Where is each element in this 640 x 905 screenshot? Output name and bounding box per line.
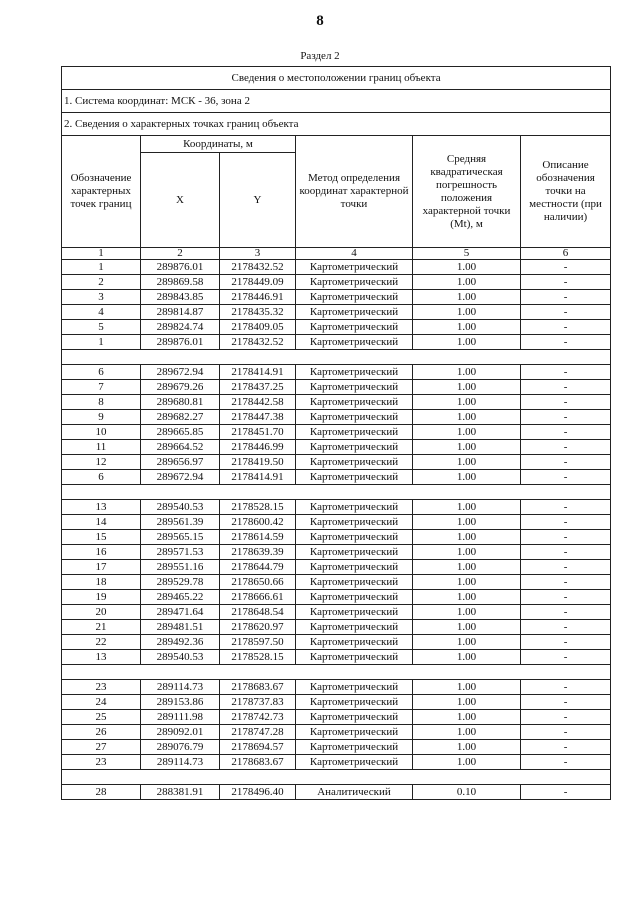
x-cell: 289664.52	[141, 440, 220, 455]
point-number-cell: 17	[62, 560, 141, 575]
accuracy-cell: 1.00	[413, 545, 521, 560]
description-cell: -	[521, 575, 611, 590]
point-number-cell: 12	[62, 455, 141, 470]
accuracy-cell: 1.00	[413, 590, 521, 605]
description-cell: -	[521, 545, 611, 560]
x-cell: 289565.15	[141, 530, 220, 545]
table-row	[62, 500, 611, 515]
table-row	[62, 290, 611, 305]
header-accuracy: Средняя квадратическая погрешность положения характерной точки (Mt), м	[413, 136, 521, 248]
y-cell: 2178437.25	[220, 380, 296, 395]
accuracy-cell: 1.00	[413, 260, 521, 275]
table-row	[62, 545, 611, 560]
accuracy-cell: 1.00	[413, 500, 521, 515]
x-cell: 289092.01	[141, 725, 220, 740]
accuracy-cell: 1.00	[413, 395, 521, 410]
accuracy-cell: 1.00	[413, 455, 521, 470]
point-number-cell: 23	[62, 680, 141, 695]
accuracy-cell: 1.00	[413, 365, 521, 380]
accuracy-cell: 1.00	[413, 725, 521, 740]
accuracy-cell: 1.00	[413, 635, 521, 650]
table-row	[62, 410, 611, 425]
method-cell: Картометрический	[296, 515, 413, 530]
accuracy-cell: 1.00	[413, 290, 521, 305]
x-cell: 289571.53	[141, 545, 220, 560]
method-cell: Картометрический	[296, 305, 413, 320]
description-cell: -	[521, 440, 611, 455]
accuracy-cell: 1.00	[413, 755, 521, 770]
table-row	[62, 530, 611, 545]
accuracy-cell: 1.00	[413, 335, 521, 350]
y-cell: 2178683.67	[220, 680, 296, 695]
y-cell: 2178419.50	[220, 455, 296, 470]
description-cell: -	[521, 650, 611, 665]
x-cell: 289076.79	[141, 740, 220, 755]
method-cell: Картометрический	[296, 455, 413, 470]
point-number-cell: 9	[62, 410, 141, 425]
table-row	[62, 380, 611, 395]
point-number-cell: 6	[62, 365, 141, 380]
header-y: Y	[220, 153, 296, 248]
point-number-cell: 24	[62, 695, 141, 710]
table-row	[62, 560, 611, 575]
y-cell: 2178432.52	[220, 335, 296, 350]
method-cell: Картометрический	[296, 680, 413, 695]
point-number-cell: 6	[62, 470, 141, 485]
group-separator-row	[62, 350, 611, 365]
point-number-cell: 18	[62, 575, 141, 590]
description-cell: -	[521, 530, 611, 545]
description-cell: -	[521, 410, 611, 425]
y-cell: 2178639.39	[220, 545, 296, 560]
table-row	[62, 725, 611, 740]
group-separator-row	[62, 665, 611, 680]
x-cell: 289869.58	[141, 275, 220, 290]
method-cell: Картометрический	[296, 365, 413, 380]
x-cell: 289665.85	[141, 425, 220, 440]
separator-cell	[62, 665, 611, 680]
description-cell: -	[521, 320, 611, 335]
table-row	[62, 635, 611, 650]
method-cell: Картометрический	[296, 530, 413, 545]
y-cell: 2178742.73	[220, 710, 296, 725]
y-cell: 2178414.91	[220, 470, 296, 485]
description-cell: -	[521, 305, 611, 320]
point-number-cell: 3	[62, 290, 141, 305]
x-cell: 289876.01	[141, 260, 220, 275]
separator-cell	[62, 350, 611, 365]
header-x: X	[141, 153, 220, 248]
point-number-cell: 4	[62, 305, 141, 320]
column-number: 3	[220, 248, 296, 260]
y-cell: 2178648.54	[220, 605, 296, 620]
table-row	[62, 320, 611, 335]
header-point-designation: Обозначение характерных точек границ	[62, 136, 141, 248]
table-row	[62, 695, 611, 710]
x-cell: 289529.78	[141, 575, 220, 590]
method-cell: Картометрический	[296, 620, 413, 635]
table-row	[62, 710, 611, 725]
column-number: 1	[62, 248, 141, 260]
table-row	[62, 365, 611, 380]
method-cell: Картометрический	[296, 740, 413, 755]
point-number-cell: 1	[62, 260, 141, 275]
description-cell: -	[521, 365, 611, 380]
table-row	[62, 260, 611, 275]
point-number-cell: 23	[62, 755, 141, 770]
accuracy-cell: 1.00	[413, 515, 521, 530]
y-cell: 2178747.28	[220, 725, 296, 740]
x-cell: 289111.98	[141, 710, 220, 725]
accuracy-cell: 1.00	[413, 650, 521, 665]
table-row	[62, 305, 611, 320]
method-cell: Картометрический	[296, 320, 413, 335]
accuracy-cell: 1.00	[413, 320, 521, 335]
point-number-cell: 15	[62, 530, 141, 545]
header-coordinates: Координаты, м	[141, 136, 296, 153]
accuracy-cell: 1.00	[413, 740, 521, 755]
x-cell: 289680.81	[141, 395, 220, 410]
y-cell: 2178446.91	[220, 290, 296, 305]
point-number-cell: 10	[62, 425, 141, 440]
method-cell: Картометрический	[296, 260, 413, 275]
x-cell: 289114.73	[141, 755, 220, 770]
description-cell: -	[521, 470, 611, 485]
x-cell: 289656.97	[141, 455, 220, 470]
method-cell: Картометрический	[296, 710, 413, 725]
method-cell: Аналитический	[296, 785, 413, 800]
y-cell: 2178435.32	[220, 305, 296, 320]
x-cell: 289481.51	[141, 620, 220, 635]
point-number-cell: 8	[62, 395, 141, 410]
description-cell: -	[521, 725, 611, 740]
description-cell: -	[521, 290, 611, 305]
description-cell: -	[521, 620, 611, 635]
description-cell: -	[521, 425, 611, 440]
accuracy-cell: 1.00	[413, 410, 521, 425]
y-cell: 2178442.58	[220, 395, 296, 410]
x-cell: 289540.53	[141, 500, 220, 515]
x-cell: 289679.26	[141, 380, 220, 395]
y-cell: 2178432.52	[220, 260, 296, 275]
y-cell: 2178614.59	[220, 530, 296, 545]
description-cell: -	[521, 380, 611, 395]
y-cell: 2178449.09	[220, 275, 296, 290]
point-number-cell: 21	[62, 620, 141, 635]
column-number: 4	[296, 248, 413, 260]
accuracy-cell: 1.00	[413, 710, 521, 725]
table-row	[62, 785, 611, 800]
point-number-cell: 26	[62, 725, 141, 740]
description-cell: -	[521, 260, 611, 275]
coord-system-row: 1. Система координат: МСК - 36, зона 2	[62, 90, 611, 113]
y-cell: 2178447.38	[220, 410, 296, 425]
column-numbers-row	[62, 248, 611, 260]
accuracy-cell: 1.00	[413, 680, 521, 695]
accuracy-cell: 1.00	[413, 560, 521, 575]
method-cell: Картометрический	[296, 410, 413, 425]
point-number-cell: 13	[62, 500, 141, 515]
method-cell: Картометрический	[296, 275, 413, 290]
table-row	[62, 740, 611, 755]
method-cell: Картометрический	[296, 695, 413, 710]
point-number-cell: 16	[62, 545, 141, 560]
table-title: Сведения о местоположении границ объекта	[62, 67, 611, 90]
x-cell: 289471.64	[141, 605, 220, 620]
table-row	[62, 680, 611, 695]
description-cell: -	[521, 755, 611, 770]
accuracy-cell: 1.00	[413, 605, 521, 620]
accuracy-cell: 1.00	[413, 620, 521, 635]
y-cell: 2178414.91	[220, 365, 296, 380]
x-cell: 289540.53	[141, 650, 220, 665]
description-cell: -	[521, 680, 611, 695]
point-number-cell: 28	[62, 785, 141, 800]
table-row	[62, 425, 611, 440]
table-row	[62, 620, 611, 635]
x-cell: 289672.94	[141, 470, 220, 485]
y-cell: 2178409.05	[220, 320, 296, 335]
description-cell: -	[521, 335, 611, 350]
separator-cell	[62, 485, 611, 500]
accuracy-cell: 1.00	[413, 695, 521, 710]
description-cell: -	[521, 605, 611, 620]
x-cell: 289876.01	[141, 335, 220, 350]
x-cell: 289682.27	[141, 410, 220, 425]
x-cell: 288381.91	[141, 785, 220, 800]
point-number-cell: 20	[62, 605, 141, 620]
x-cell: 289114.73	[141, 680, 220, 695]
page-number: 8	[316, 13, 324, 29]
table-row	[62, 440, 611, 455]
accuracy-cell: 1.00	[413, 575, 521, 590]
point-number-cell: 1	[62, 335, 141, 350]
table-row	[62, 275, 611, 290]
column-number: 5	[413, 248, 521, 260]
description-cell: -	[521, 590, 611, 605]
table-row	[62, 575, 611, 590]
method-cell: Картометрический	[296, 335, 413, 350]
point-number-cell: 19	[62, 590, 141, 605]
table-row	[62, 590, 611, 605]
y-cell: 2178683.67	[220, 755, 296, 770]
section-label: Раздел 2	[300, 50, 340, 62]
x-cell: 289824.74	[141, 320, 220, 335]
method-cell: Картометрический	[296, 605, 413, 620]
point-number-cell: 7	[62, 380, 141, 395]
accuracy-cell: 1.00	[413, 275, 521, 290]
method-cell: Картометрический	[296, 395, 413, 410]
point-number-cell: 25	[62, 710, 141, 725]
point-number-cell: 2	[62, 275, 141, 290]
y-cell: 2178620.97	[220, 620, 296, 635]
y-cell: 2178451.70	[220, 425, 296, 440]
separator-cell	[62, 770, 611, 785]
table-body	[62, 67, 611, 800]
method-cell: Картометрический	[296, 650, 413, 665]
accuracy-cell: 1.00	[413, 305, 521, 320]
column-number: 6	[521, 248, 611, 260]
x-cell: 289561.39	[141, 515, 220, 530]
y-cell: 2178694.57	[220, 740, 296, 755]
method-cell: Картометрический	[296, 755, 413, 770]
table-row	[62, 605, 611, 620]
x-cell: 289672.94	[141, 365, 220, 380]
table-row	[62, 470, 611, 485]
table-row	[62, 650, 611, 665]
method-cell: Картометрический	[296, 725, 413, 740]
x-cell: 289153.86	[141, 695, 220, 710]
point-number-cell: 27	[62, 740, 141, 755]
table-row	[62, 395, 611, 410]
accuracy-cell: 1.00	[413, 440, 521, 455]
point-number-cell: 22	[62, 635, 141, 650]
method-cell: Картометрический	[296, 500, 413, 515]
y-cell: 2178644.79	[220, 560, 296, 575]
point-number-cell: 14	[62, 515, 141, 530]
method-cell: Картометрический	[296, 560, 413, 575]
y-cell: 2178666.61	[220, 590, 296, 605]
x-cell: 289551.16	[141, 560, 220, 575]
method-cell: Картометрический	[296, 290, 413, 305]
description-cell: -	[521, 710, 611, 725]
description-cell: -	[521, 695, 611, 710]
points-heading-row: 2. Сведения о характерных точках границ объекта	[62, 113, 611, 136]
x-cell: 289492.36	[141, 635, 220, 650]
y-cell: 2178528.15	[220, 650, 296, 665]
x-cell: 289843.85	[141, 290, 220, 305]
method-cell: Картометрический	[296, 590, 413, 605]
group-separator-row	[62, 770, 611, 785]
description-cell: -	[521, 395, 611, 410]
description-cell: -	[521, 455, 611, 470]
y-cell: 2178737.83	[220, 695, 296, 710]
y-cell: 2178600.42	[220, 515, 296, 530]
x-cell: 289814.87	[141, 305, 220, 320]
y-cell: 2178650.66	[220, 575, 296, 590]
group-separator-row	[62, 485, 611, 500]
x-cell: 289465.22	[141, 590, 220, 605]
description-cell: -	[521, 500, 611, 515]
method-cell: Картометрический	[296, 545, 413, 560]
table-row	[62, 335, 611, 350]
point-number-cell: 5	[62, 320, 141, 335]
description-cell: -	[521, 560, 611, 575]
point-number-cell: 13	[62, 650, 141, 665]
method-cell: Картометрический	[296, 470, 413, 485]
table-row	[62, 455, 611, 470]
table-row	[62, 755, 611, 770]
accuracy-cell: 0.10	[413, 785, 521, 800]
description-cell: -	[521, 275, 611, 290]
description-cell: -	[521, 785, 611, 800]
method-cell: Картометрический	[296, 575, 413, 590]
method-cell: Картометрический	[296, 635, 413, 650]
point-number-cell: 11	[62, 440, 141, 455]
accuracy-cell: 1.00	[413, 380, 521, 395]
column-number: 2	[141, 248, 220, 260]
y-cell: 2178528.15	[220, 500, 296, 515]
y-cell: 2178496.40	[220, 785, 296, 800]
header-description: Описание обозначения точки на местности (при наличии)	[521, 136, 611, 248]
table-row	[62, 515, 611, 530]
boundary-points-table	[61, 66, 611, 800]
header-method: Метод определения координат характерной точки	[296, 136, 413, 248]
description-cell: -	[521, 515, 611, 530]
y-cell: 2178597.50	[220, 635, 296, 650]
y-cell: 2178446.99	[220, 440, 296, 455]
accuracy-cell: 1.00	[413, 530, 521, 545]
method-cell: Картометрический	[296, 425, 413, 440]
accuracy-cell: 1.00	[413, 470, 521, 485]
description-cell: -	[521, 635, 611, 650]
accuracy-cell: 1.00	[413, 425, 521, 440]
description-cell: -	[521, 740, 611, 755]
method-cell: Картометрический	[296, 380, 413, 395]
method-cell: Картометрический	[296, 440, 413, 455]
